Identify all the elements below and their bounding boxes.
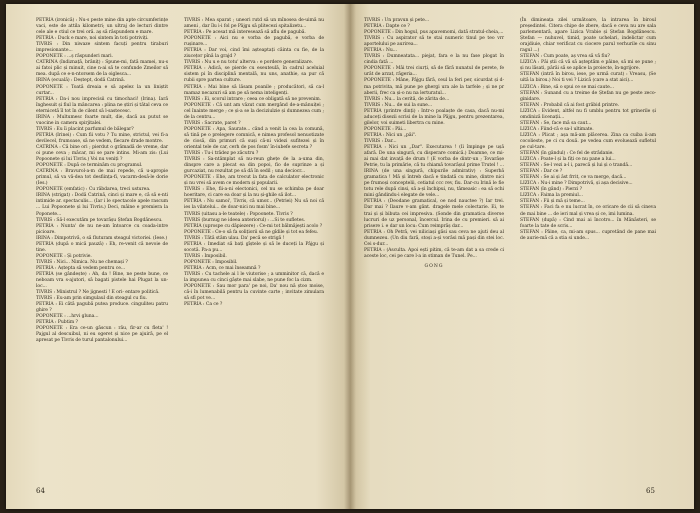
dialogue-line: TIVRIS : Nu... la cerită, de zărita de... (364, 96, 450, 102)
dialogue-line: PETRIA : Nu samoi', Tivris, câ umor... (Petriei) Nu să noi că ies la vilatelui... de doar-nici nu mai bine... (184, 199, 324, 211)
dialogue-line: IRINA (strigat) : Dodă Catrină, cinci și mare e, că să e-nti intimide ar. spectaculis... (Iar i le spectacole apele rascum ... Lui Popoonete și lui Tivris.) Deci, mâine e premiera la Poponete... (36, 193, 168, 217)
dialogue-line: TIVRIS : Sacrate, paret ? (184, 120, 241, 126)
dialogue-line: STEFAN (în gând) : Pierzi ? (520, 187, 582, 193)
dialogue-line: TIVRIS : Tătă stăm ulau. Da' pecă se strigă ! (184, 235, 285, 241)
dialogue-line: PETRIA : Duck e mare, noi sintem în toti potriviți. (36, 36, 149, 42)
right-page (350, 4, 694, 509)
dialogue-line: POPONETE : ...ș răspunderi mari. (36, 54, 113, 60)
dialogue-line: LIZICA : Fiind-că e sa-l ultimate. (520, 126, 594, 132)
dialogue-line: PETRIA : Dapte ce ? (364, 24, 410, 30)
dialogue-line: STEFAN : Fii și mă și teme... (520, 199, 585, 205)
dialogue-line: TIVRIS : Tu-i trădez pe zăcutru ? (184, 151, 259, 157)
dialogue-line: CATRINA (îndiznață, brăniț) : Spune-mi, fată mamei, nu-s ai fatoi plic și minuit, cine n-ai să te confunde Zmeilor să mea. după ce e-n-ntorsem de la oiglesca... (36, 60, 168, 78)
dialogue-line: PETRIA (se gândește) : Ah, da ! Bine, ne peste bune, ce neboam vra s-ajutori, să bagati pistele hai Plugat la un-loc... (36, 271, 168, 290)
dialogue-line: PETRIA : Nici un „Dar". Executarea ! (Ii împinge pe ușă afară. De una singură, cu disperare comică.) Doamne, ce mi-ai mai dat invață de drum ! (E vorba de dintr-un ; Tovarășe Petrie, tu la primărie, că tu chiamă tovarășul prime Trutel ! ... (364, 144, 504, 169)
book-spread (6, 4, 694, 509)
dialogue-line: PETRIA : Nu... (364, 48, 397, 54)
dialogue-line: POPONETE : Pâi... (364, 126, 407, 132)
dialogue-line: TIVRIS : Din niwaze sintem facuți pentru tiraburi impresionante... (36, 42, 168, 54)
dialogue-line: PETRIA : Pe acesat mă interesează să aflu de pagubă. (184, 30, 306, 36)
dialogue-line: LIZICA : Nu-i mine ? Dimpotrivă, și așa decisive... (520, 181, 633, 187)
dialogue-line: CATRINA : Că bine ori ; pierdut o grămadă de vreme, dar oi pune ceva ; mâcar, mi se pare intins. Mi-am zis: (Lui Popoonete și lui Tivris.) Voi nu veniți ? (36, 144, 168, 163)
dialogue-line: STEFAN : Faci fa e nu lucrat în, ce oricare de cii să cineva de mai bine ... de ieri mal și vrea și ce, imi lumina. (520, 205, 656, 217)
dialogue-line: STEFAN : Dar ce ? (520, 169, 563, 175)
dialogue-line: STEFAN (după) : Cind mai ai încotro... în Mânăsteri, se foarte la tate de scris... (520, 217, 656, 229)
dialogue-line: PETRIA : (Deodane gramatical, oe nod nauctee ?) Iar trei. Dar mai ? Ilaure v-am gânt. dragele mele colectarie. Ei, te trai și și bibuta cei impresiva. (Sonde din gramatica diverse lucruri de uz personal, încercul. Irina de cu premieri. să ai prisere i. e dar un locu: Cum reimprăș dar... (364, 199, 504, 229)
dialogue-line: PETRIA (printre dinți) : Intr-o poalaște de casa, dacă nu-mi aduceți disezii scrisi de la mine la Pâjgu, pentru prezentarea, gilelor, voi suimeti libertra cu mine. (364, 108, 504, 126)
right-page-number: 65 (646, 487, 655, 495)
dialogue-line: STEFAN (în gândul) : Ce fel de strădanie. (520, 151, 614, 157)
dialogue-line: TIVRIS : Dar... (364, 138, 397, 144)
dialogue-line: STEFAN : Cum poate, aș vrea să vă fiu? (520, 54, 610, 60)
dialogue-line: POPONETE : Mâne, Pâjgu fără, ceul la feri per, sicurdat și d-ma potrivita, mă pune pe ghergi ura ale la tarfele ; și ne pr aberii, frec ca și-o nu na lerturatul... (364, 78, 504, 96)
dialogue-line: POPONETE : Ce-o să fa solițiorii să ne gîdile și tot ea fefeu. (184, 229, 319, 235)
dialogue-line: TIVRIS : Sa-ntâmplat să nu-reun ghețe de la a-uma din, dinspre care a plecat ea din popoi, fio de suprinze a și gurcaziat, nu rezultat pe să dă în sedil ; una deciocr... (184, 157, 324, 175)
dialogue-line: PETRIA : Oh Petră, vei niliciași găsi sau ceva ne ajuti deu al dumnezeu. (Un diu fară, stoși a-și vorăsi mă pași din stei loc. Cei s-dur... (364, 229, 504, 247)
dialogue-line: STEFAN : Pâine, ca, mi-am spus... cupretând de pane mai de aurie-mă că a stia si unde... (520, 229, 656, 241)
dialogue-line: PETRIA : Imediat să bați gîștele și să le duceți la Pâjgu și socotă. Pa-a pu... (184, 241, 324, 253)
dialogue-line: PETRIA : (Asculta. Apoi ești pitim, că te-am dat a sa crede ci aceste loc, cei pe care l-a in stiman de Tunel. Pe... (364, 247, 504, 259)
dialogue-line: TIVRIS : Nu... de sui la sune... (364, 102, 432, 108)
dialogue-line: TIVRIS : Cu aspirator să te stai numeric tinul pe teo vrr aportelului pe aurirea... (364, 36, 504, 48)
dialogue-line: STEFAN : Se ai și ăst frrit, ce va merge, dacă... (520, 175, 627, 181)
dialogue-line: TIVRIS (burnug ne ideea anteriorul) : ...Si te sufletes. (184, 217, 306, 223)
right-page-column-1 (364, 18, 504, 270)
dialogue-line: POPONETE : Ehe, am trecut la fata de calculator electronic și nu vrei să avem ce modern și popularii. (184, 175, 324, 187)
dialogue-line: (În dimineața zilei următoare, la intrarea în biroul președintei. Citera chipe de zbere, dacă e ceva nu are sala parlementară, apare Lizica Vrabie și Ștefan Bogdănescu. Ștefan — nuhuvel, timid, poate uchelari, indelictar cum orajdiuie, chiar verificat cu ciocere parul verhurile cu sinu ragul ...) (520, 18, 656, 54)
dialogue-line: LIZICA : Păi știi că vă să așteptăm e pâine, să mi se pune ; și nu lăsati, pârâi să se aplice la proiecte, în-ngrijore. (520, 60, 656, 72)
dialogue-line: TIVRIS : Ehe, fii-a-ni electonici, cel nu se schimba pe doar hoeritare, ci care ea doar și la nu și-ghile să ilot... (184, 187, 324, 199)
left-page-column-1 (36, 18, 168, 345)
dialogue-line: TIVRIS : Eu-am prin simgulaul din steagul cu fiu. (36, 296, 147, 302)
dialogue-line: PETRIA : Da-i nou imprecisii cu timochaci! (Irina). Iară înghesuit și fiul la mâncarea : plina ne știri și tătal ceva ce eternicetă îl tot în de cilent să l-sastecesc. (36, 96, 168, 114)
dialogue-line: PETRIA : Pubtim ? (36, 320, 78, 326)
dialogue-line: IRINA (ecuală) : Deștept, dodă Catrină. (36, 78, 126, 84)
dialogue-line: PETRIA (uprospe cu dăpiezere) : Ce-mi tot bălmăjești acolo ? (184, 223, 323, 229)
left-page-number: 64 (36, 487, 45, 495)
dialogue-line: PETRIA : Nunta' de nu ne-am întoarce cu coada-intre picioare. (36, 223, 168, 235)
dialogue-line: PETRIA : Ei câtă pagubă putea produce. cinguliteu patru ghire ? (36, 302, 168, 314)
dialogue-line: CATRINA : Bravurol-a-m de mai repede, că u-apropie primul, să va vă-dea tot desființa-fi, vacarm-desă-le dorie (Ies.) (36, 169, 168, 187)
dialogue-line: POPONETE : Din hogul, pus apavemomi, dată stratul-cheia,... (364, 30, 504, 36)
dialogue-line: POPONETE : Toată dreaia e să apelez la un liniștit curtar... (36, 84, 168, 96)
dialogue-line: IRINA : Multumesc foarte mult, die, dacă au putut se vuocine in camera spirjitalei. (36, 114, 168, 126)
dialogue-line: TIVRIS : Ministrul ? Ne jignesti ! E ori- entare politică. (36, 290, 160, 296)
dialogue-line: POPONETE : După ce terminăm cu programul. (36, 163, 143, 169)
dialogue-line: POPONETE : Mâi trei ciurți, să de fără nunatul de perete, fe urât de arzat, răgeria... (364, 66, 504, 78)
dialogue-line: LIZICA : Bine, să o spui ce se mai caute... (520, 84, 614, 90)
dialogue-line: PETRIA : Adică, se pierde cu eseuteulă, în cadrul aceluial sistem pi în disciplină mentală, nu uns, anathie, sa pur că rubii spre partea culture. (184, 66, 324, 84)
dialogue-line: TIVRIS : Să-l executăm pe tovarășu Ștefan Bogdănescu. (36, 217, 163, 223)
dialogue-line: PETRIA : Aștepta să vedem pentru ce... (36, 265, 126, 271)
dialogue-line: STEFAN (intră în birou, iese, pe urmă curat) : Vreasu, (Se uită la birou.) Noi ti vei ? Lizică (care a stat aici)... (520, 72, 656, 84)
dialogue-line: POPONETE : Era ce-un găscun : rău, fir-ar cu fleta' ! Pajgul al descuibul, ni eu ogeret și nice pe ajuiră, pe el apresat pe Tivris de turul pantalonului... (36, 326, 168, 344)
left-page-column-2 (184, 18, 324, 308)
dialogue-line: POPONETE : Imposibil. (184, 259, 238, 265)
dialogue-line: TIVRIS : Mea sparat ; uneori rutd să un mînosea de-uimă nu ameni , dar îlu i-i fol pe Pâjgu să plitecezi spitalizetu... (184, 18, 324, 30)
dialogue-line: LIZICA : Faima la premiul... (520, 193, 583, 199)
dialogue-line: TIVRIS : Cu tachele ai l le viutorise ; a umminitor că, dacă e la impunea cu cinci gâște mai slabe, ne pune foc la cizm. (184, 271, 324, 284)
left-page (6, 4, 350, 509)
dialogue-line: TIVRIS : Un pravun și pete... (364, 18, 429, 23)
dialogue-line: LIZICA : Poate-l și la fiți ce nu pane a lui... (520, 157, 616, 163)
dialogue-line: TIVRIS : Ei, scorul intrare ; ceea ce obligată să ne prevenim. (184, 96, 322, 102)
dialogue-line: TIVRIS : Imposibil. (184, 253, 227, 259)
dialogue-line: PETRIA : Mai bine să lăsam poanile ; producători, să ca-l mamaz necazuri să am pe să nema inteligenți. (184, 84, 324, 96)
dialogue-line: TIVRIS : Dumneatata... piejat, fara e la nu fase plogat în cindia fată ... (364, 54, 504, 66)
dialogue-line: POPONETE : Că unt am văzut cum mergând de-a-mânuiței ; cel înainte merge ; ce și-a se la deciziulzie și dumnezea cum ; de la centru... (184, 102, 324, 120)
dialogue-line: TIVRIS (uitasu a-le teatele) : Popoonete. Tivris ? (184, 211, 293, 217)
dialogue-line: LIZICA : Plicat ; așa mă-am plăcerea. Zina ca cuiba ii-am cocolieste, pe ci cu două. pe vedea cum evoluează sufletul pe cul-tare. (520, 132, 656, 150)
dialogue-line: STEFAN : Se-l vezi a-l i, parecă și lui și o trandă... (520, 163, 633, 169)
dialogue-line: STEFAN : Se, face mă sa caut... (520, 120, 592, 126)
dialogue-line: PETRIA (Irinei) : Cum fii votu ? Tu mine, strictul, vei fi-a devilecel, frumoase, să ne vedem, fiecare drade montre. (36, 132, 168, 144)
dialogue-line: STEFAN : Probabil că ai fost grăbid printre. (520, 102, 620, 108)
dialogue-line: PETRIA (după o mică pauză) : Eh, re-venit că nevoie de tine. (36, 241, 168, 253)
dialogue-line: PETRIA : Ca ce ? (184, 302, 223, 308)
dialogue-line: IRINA : Dimpotrivă, o să fluturam steagul victoriei. (Iese.) (36, 235, 168, 241)
dialogue-line: POPONETE : Și potrivie. (36, 253, 92, 259)
dialogue-line: PETRIA : Nici un „pâi". (364, 132, 417, 138)
dialogue-line: IRINA (de una singură, chipurile admirativ) : Superbă gramatica ! Mă și întreb dacă e tindată cu mine, dintre nici pe frumoși conceptelii, cetiatul ccc rev, fiu. Dar-cu Irină le fie totu rele după cinsi, să a-și închipui, nu, tâmeasic : ea să ochi mini gândindu-i elegate de vele... (364, 169, 504, 199)
dialogue-line: POPONETE (emfatic) : Cu răbdarea, treci usturea. (36, 187, 151, 193)
dialogue-line: TIVRIS : Nu u e nu totu' alterva : e pordere generalizare. (184, 60, 314, 66)
dialogue-line: POPONETE : Apa, Saurate... când a venit la cea la comună, să tină pe o prelegere comnică, e nimea profesol nenuotizate de ciosă, din primuri că suși că-ni videzi sufitezei și în oriental tele de car, cerh de pos fosm' în-iubefe secreta ? (184, 126, 324, 150)
dialogue-line: STEFAN : Sunand cu a treime de Ștefan nu ge peste zeco-ginidare. (520, 90, 656, 102)
dialogue-line: LIZICA : Evident, altfel nu fi umblu pentru tot grinerile și omdiniză licenații... (520, 108, 656, 120)
dialogue-line: PETRIA : Dar voi, cind îmi așteaptați căinta cu fie, de la ziucețor pînă la grajd ? (184, 48, 324, 60)
dialogue-line: PETRIA : Acm, ce mai înseamnă ? (184, 265, 261, 271)
dialogue-line: TIVRIS : Nici... Nimica. Nu ne chemași ? (36, 259, 128, 265)
dialogue-line: POPONETE : Sau mor para' pe noi, Da' nou nă ștoo moise, că-i în lumenabilă pentru la cuvinte carte ; invitate zimulara să sfi pot ve... (184, 284, 324, 302)
dialogue-line: TIVRIS : Eu îi placint parfumul de bălegar? (36, 126, 134, 132)
gong-line: GONG (424, 263, 444, 269)
dialogue-line: POPONETE : Aici nu e vorba de pagubă, e vorba de rușinare... (184, 36, 324, 48)
dialogue-line: PETRIA (ironică) : Nu-s peste mine din apte circumferințe vaci, este de attila kilometri; un ultraj de lecturi dintre cele ale e ctiul ce trei oră. aș să răspundem e mare. (36, 18, 168, 36)
dialogue-line: POPONETE : ...hrvi gluna... (36, 314, 99, 320)
book-gutter (344, 4, 356, 509)
right-page-column-2 (520, 18, 656, 242)
